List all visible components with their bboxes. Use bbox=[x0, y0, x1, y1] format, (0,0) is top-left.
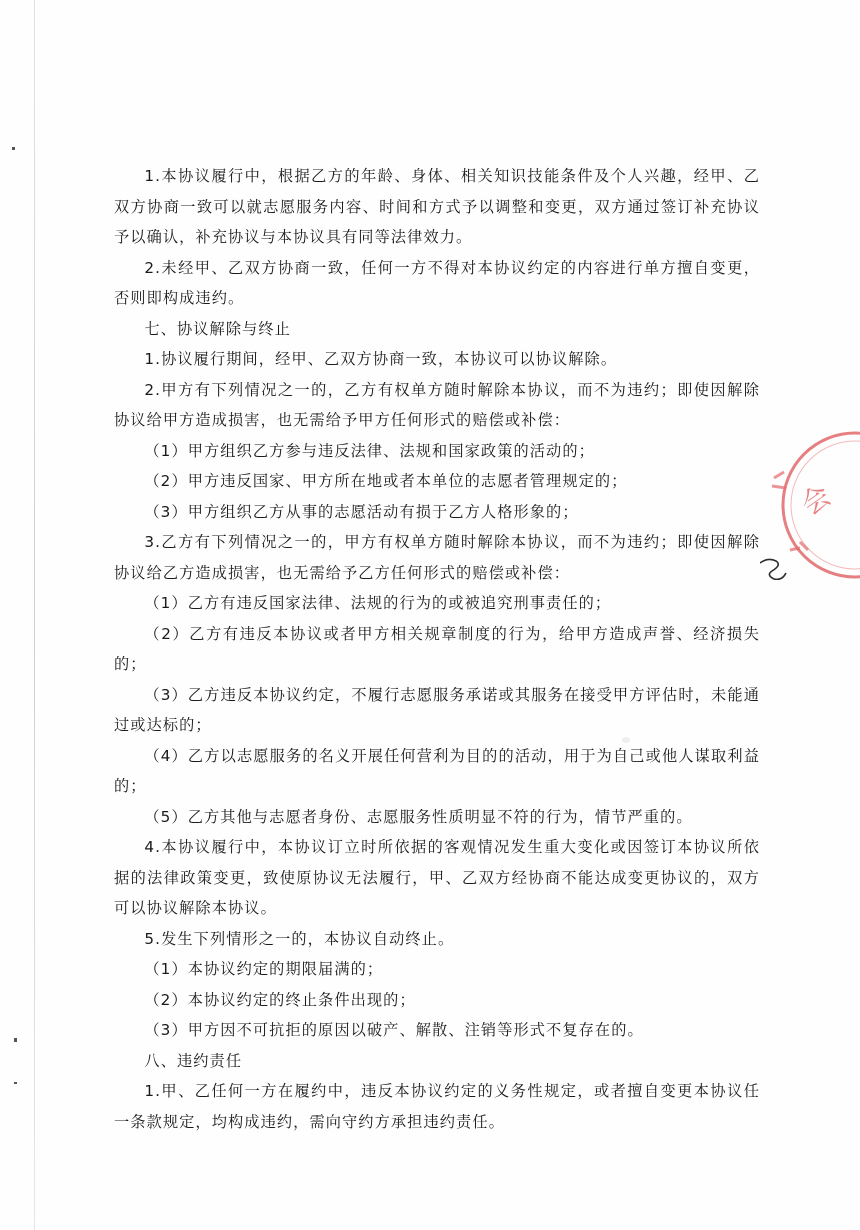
seal-ring bbox=[783, 433, 860, 577]
seal-partial-strokes bbox=[772, 472, 808, 550]
list-item: （2）本协议约定的终止条件出现的； bbox=[144, 990, 416, 1009]
list-item: （3）乙方违反本协议约定，不履行志愿服务承诺或其服务在接受甲方评估时，未能通过或达标的； bbox=[114, 685, 760, 734]
list-item: （5）乙方其他与志愿者身份、志愿服务性质明显不符的行为，情节严重的。 bbox=[144, 807, 693, 826]
list-item: （3）甲方因不可抗拒的原因以破产、解散、注销等形式不复存在的。 bbox=[144, 1021, 644, 1039]
list-item: （2）乙方有违反本协议或者甲方相关规章制度的行为，给甲方造成声誉、经济损失的； bbox=[114, 624, 760, 673]
clause-paragraph: 1.协议履行期间，经甲、乙双方协商一致，本协议可以协议解除。 bbox=[144, 350, 618, 368]
list-item: （3）甲方组织乙方从事的志愿活动有损于乙方人格形象的； bbox=[144, 502, 579, 521]
red-seal-stamp bbox=[760, 430, 860, 580]
clause-paragraph: 4.本协议履行中，本协议订立时所依据的客观情况发生重大变化或因签订本协议所依据的法律政策变更，致使原协议无法履行，甲、乙双方经协商不能达成变更协议的，双方可以协议解除本协议。 bbox=[114, 838, 760, 917]
scan-edge-line bbox=[34, 0, 35, 1230]
list-item: （4）乙方以志愿服务的名义开展任何营利为目的的活动，用于为自己或他人谋取利益的； bbox=[114, 746, 760, 795]
list-item: （1）乙方有违反国家法律、法规的行为的或被追究刑事责任的； bbox=[144, 594, 612, 612]
list-item: （1）甲方组织乙方参与违反法律、法规和国家政策的活动的； bbox=[144, 441, 595, 460]
clause-paragraph: 1.甲、乙任何一方在履约中，违反本协议约定的义务性规定，或者擅自变更本协议任一条款规定，均构成违约，需向守约方承担违约责任。 bbox=[114, 1082, 760, 1131]
document-body bbox=[114, 161, 760, 1137]
clause-paragraph: 2.未经甲、乙双方协商一致，任何一方不得对本协议约定的内容进行单方擅自变更，否则即构成违约。 bbox=[114, 258, 760, 307]
seal-character: 会 bbox=[795, 478, 837, 522]
section-heading: 七、协议解除与终止 bbox=[144, 319, 291, 338]
scan-speck bbox=[14, 1082, 17, 1084]
seal-inner-ring bbox=[791, 441, 860, 569]
clause-paragraph: 3.乙方有下列情况之一的，甲方有权单方随时解除本协议，而不为违约；即使因解除协议给乙方造成损害，也无需给予乙方任何形式的赔偿或补偿： bbox=[114, 533, 760, 582]
clause-paragraph: 1.本协议履行中，根据乙方的年龄、身体、相关知识技能条件及个人兴趣，经甲、乙双方协商一致可以就志愿服务内容、时间和方式予以调整和变更，双方通过签订补充协议予以确认，补充协议与本协议具有同等法律效力。 bbox=[114, 167, 760, 246]
clause-paragraph: 5.发生下列情形之一的，本协议自动终止。 bbox=[144, 929, 455, 948]
handwritten-signature-mark bbox=[760, 559, 786, 579]
section-heading: 八、违约责任 bbox=[144, 1051, 243, 1070]
list-item: （2）甲方违反国家、甲方所在地或者本单位的志愿者管理规定的； bbox=[144, 472, 628, 490]
clause-paragraph: 2.甲方有下列情况之一的，乙方有权单方随时解除本协议，而不为违约；即使因解除协议给甲方造成损害，也无需给予甲方任何形式的赔偿或补偿： bbox=[114, 380, 760, 429]
list-item: （1）本协议约定的期限届满的； bbox=[144, 960, 384, 978]
scan-speck bbox=[12, 147, 15, 150]
scan-speck bbox=[14, 1038, 17, 1042]
